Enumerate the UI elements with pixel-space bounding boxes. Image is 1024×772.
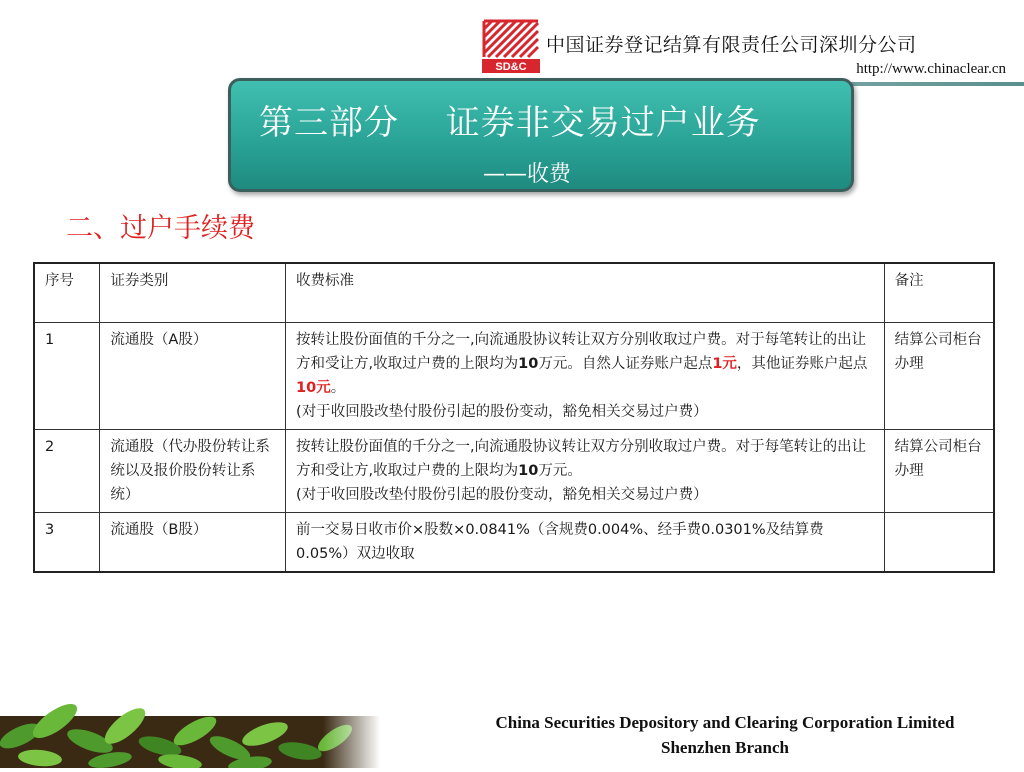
- other-min-fee: 10元: [296, 380, 331, 396]
- row-category: 流通股（B股）: [100, 513, 286, 573]
- row-note: [884, 513, 994, 573]
- fee-rule-part: ，其他证券账户起点: [736, 356, 868, 372]
- column-header-standard: 收费标准: [286, 263, 885, 323]
- fee-rule-text: [296, 435, 876, 483]
- fee-exemption-note: (对于收回股改垫付股份引起的股份变动，豁免相关交易过户费）: [296, 487, 708, 503]
- fee-rule-part: 万元。: [538, 463, 582, 479]
- row-number: 3: [34, 513, 100, 573]
- footer-company-name: [425, 710, 1024, 760]
- slide-subtitle: ——收费: [483, 162, 572, 187]
- row-note: 结算公司柜台办理: [884, 430, 994, 513]
- footer-line-1: China Securities Depository and Clearing Corporation Limited: [495, 713, 955, 732]
- fee-cap-value: 10: [518, 463, 539, 479]
- column-header-note: 备注: [884, 263, 994, 323]
- table-header-row: [34, 263, 994, 323]
- row-number: 1: [34, 323, 100, 430]
- row-note: 结算公司柜台办理: [884, 323, 994, 430]
- fee-rule-part: 万元。自然人证券账户起点: [538, 356, 713, 372]
- column-header-category: 证券类别: [100, 263, 286, 323]
- table-row: [34, 323, 994, 430]
- fee-rule-part: 。: [330, 380, 346, 396]
- row-category: 流通股（代办股份转让系统以及报价股份转让系统）: [100, 430, 286, 513]
- logo-icon: [482, 19, 540, 73]
- row-category: 流通股（A股）: [100, 323, 286, 430]
- fee-table: [33, 262, 995, 573]
- tea-leaves-decoration: [0, 676, 380, 768]
- fee-rule-text: [296, 328, 876, 400]
- fee-exemption-note: (对于收回股改垫付股份引起的股份变动，豁免相关交易过户费）: [296, 404, 708, 420]
- company-name-cn: 中国证券登记结算有限责任公司深圳分公司: [546, 34, 917, 56]
- individual-min-fee: 1元: [712, 356, 737, 372]
- row-number: 2: [34, 430, 100, 513]
- row-standard: 前一交易日收市价×股数×0.0841%（含规费0.004%、经手费0.0301%及结算费0.05%）双边收取: [286, 513, 885, 573]
- row-standard: [286, 430, 885, 513]
- section-heading: 二、过户手续费: [66, 213, 255, 244]
- logo-text: SD&C: [495, 61, 527, 73]
- fee-rule-part: 按转让股份面值的千分之一,向流通股协议转让双方分别收取过户费。对于每笔转让的出让方和受让方,收取过户费的上限均为: [296, 439, 867, 479]
- table-row: [34, 430, 994, 513]
- row-standard: [286, 323, 885, 430]
- column-header-no: 序号: [34, 263, 100, 323]
- table-row: [34, 513, 994, 573]
- company-logo: [482, 19, 540, 73]
- company-url[interactable]: http://www.chinaclear.cn: [856, 61, 1006, 77]
- footer-line-2: Shenzhen Branch: [661, 738, 789, 757]
- fee-rule-part: 按转让股份面值的千分之一,向流通股协议转让双方分别收取过户费。对于每笔转让的出让方和受让方,收取过户费的上限均为: [296, 332, 867, 372]
- title-panel: [228, 78, 854, 192]
- slide-title: 第三部分 证券非交易过户业务: [259, 103, 761, 143]
- fee-cap-value: 10: [518, 356, 539, 372]
- leaf-icon: [0, 676, 380, 768]
